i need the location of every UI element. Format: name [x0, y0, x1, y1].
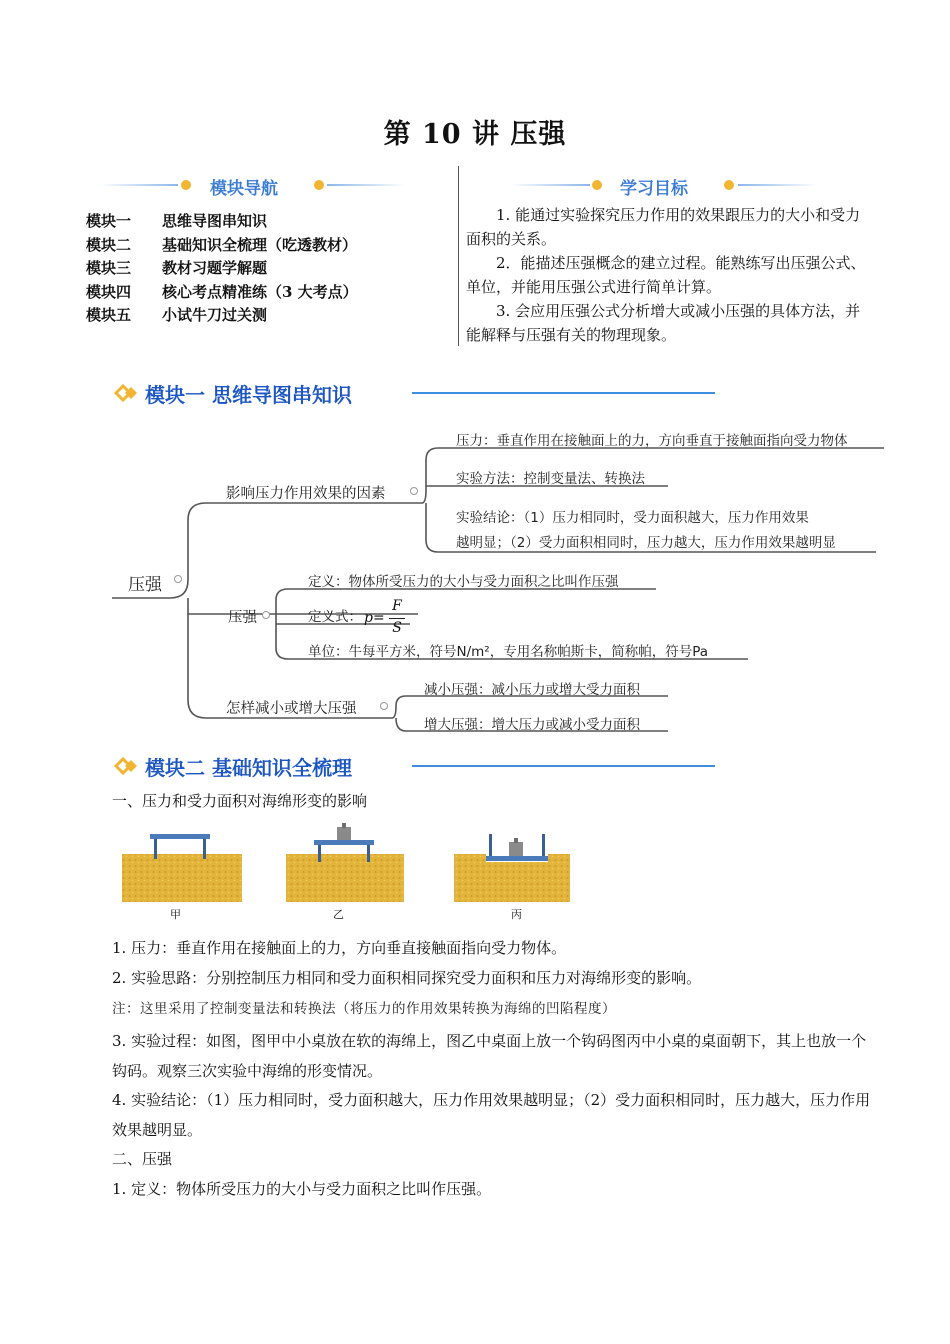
paragraph: 1. 定义：物体所受压力的大小与受力面积之比叫作压强。	[112, 1180, 492, 1198]
mindmap-leaf: 单位：牛每平方米，符号N/m²，专用名称帕斯卡，简称帕，符号Pa	[308, 644, 709, 660]
mindmap-leaf: 实验方法：控制变量法、转换法	[456, 471, 645, 487]
mindmap-leaf: 越明显；（2）受力面积相同时，压力越大，压力作用效果越明显	[456, 535, 836, 551]
module2-rule	[412, 765, 715, 767]
figure-label: 乙	[333, 908, 344, 921]
mindmap-branch: 压强	[228, 610, 257, 626]
goals-heading: 学习目标	[620, 179, 688, 199]
page-title: 第 10 讲 压强	[383, 119, 567, 150]
paragraph: 2. 实验思路：分别控制压力相同和受力面积相同探究受力面积和压力对海绵形变的影响。	[112, 969, 702, 987]
figure-label: 甲	[170, 908, 181, 921]
section-heading: 一、压力和受力面积对海绵形变的影响	[112, 792, 368, 810]
mindmap-leaf: 压力：垂直作用在接触面上的力，方向垂直于接触面指向受力物体	[456, 433, 848, 449]
mindmap-root: 压强	[128, 575, 162, 595]
module2-heading: 模块二 基础知识全梳理	[145, 756, 352, 780]
mindmap-leaf: 定义：物体所受压力的大小与受力面积之比叫作压强	[308, 574, 619, 590]
mindmap-branch: 怎样减小或增大压强	[226, 701, 357, 717]
goal-item: 3. 会应用压强公式分析增大或减小压强的具体方法，并能解释与压强有关的物理现象。	[466, 302, 861, 344]
goal-item: 1. 能通过实验探究压力作用的效果跟压力的大小和受力面积的关系。	[466, 206, 861, 248]
module1-heading: 模块一 思维导图串知识	[145, 383, 352, 407]
diamond-bullet-icon	[114, 756, 140, 776]
mindmap-leaf: 增大压强：增大压力或减小受力面积	[424, 717, 640, 733]
nav-item[interactable]: 模块五 小试牛刀过关测	[86, 306, 268, 324]
mindmap-leaf: 减小压强：减小压力或增大受力面积	[424, 682, 640, 698]
section-heading: 二、压强	[112, 1150, 173, 1168]
nav-item[interactable]: 模块四 核心考点精准练（3 大考点）	[86, 282, 358, 301]
paragraph: 4. 实验结论：（1）压力相同时，受力面积越大，压力作用效果越明显；（2）受力面积相同时，压力越大，压力作用效果越明显。	[112, 1091, 871, 1139]
mindmap-leaf: 定义式：	[308, 609, 362, 625]
mindmap-branch: 影响压力作用效果的因素	[226, 486, 386, 502]
fraction-bar	[389, 618, 405, 619]
mindmap-leaf: 实验结论：（1）压力相同时，受力面积越大，压力作用效果	[456, 510, 809, 526]
goal-item: 2．能描述压强概念的建立过程。能熟练写出压强公式、单位，并能用压强公式进行简单计算。	[466, 254, 866, 296]
paragraph: 3. 实验过程：如图，图甲中小桌放在软的海绵上，图乙中桌面上放一个钩码图丙中小桌的桌面朝下，其上也放一个钩码。观察三次实验中海绵的形变情况。	[112, 1032, 867, 1080]
paragraph: 1. 压力：垂直作用在接触面上的力，方向垂直接触面指向受力物体。	[112, 939, 567, 957]
nav-heading: 模块导航	[210, 179, 278, 199]
figure-label: 丙	[511, 908, 522, 921]
nav-item[interactable]: 模块二 基础知识全梳理（吃透教材）	[86, 235, 358, 254]
note: 注：这里采用了控制变量法和转换法（将压力的作用效果转换为海绵的凹陷程度）	[112, 1001, 616, 1017]
nav-item[interactable]: 模块三 教材习题学解题	[86, 259, 268, 277]
nav-item[interactable]: 模块一 思维导图串知识	[86, 212, 268, 230]
